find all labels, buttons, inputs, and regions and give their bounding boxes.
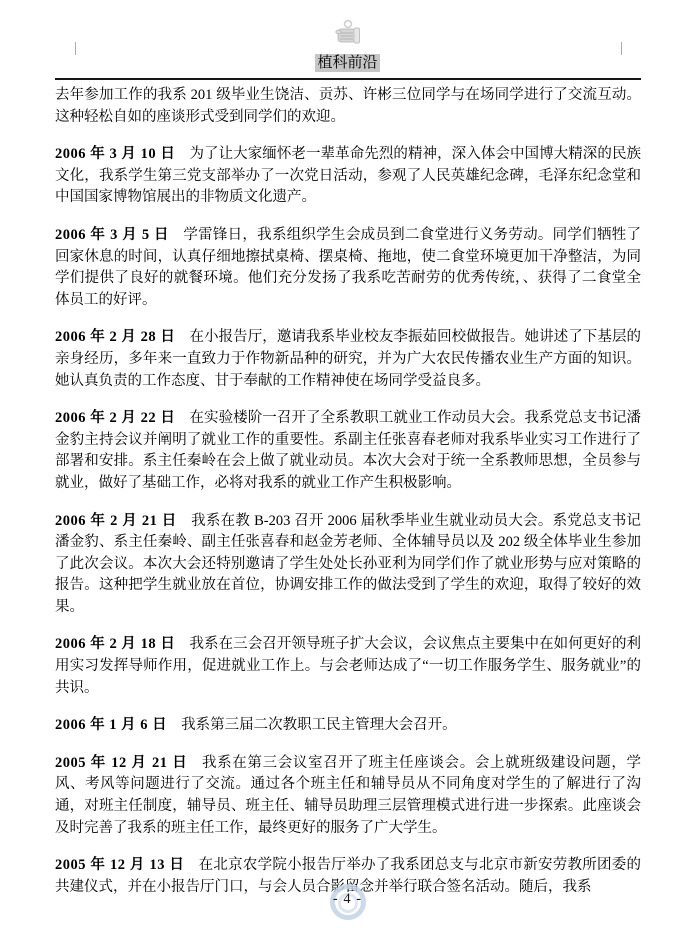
entry-date: 2005 年 12 月 13 日	[55, 857, 185, 874]
news-entry	[55, 408, 641, 494]
entry-text: 为了让大家缅怀老一辈革命先烈的精神，深入体会中国博大精深的民族文化，我系学生第三党支部举办了一次党日活动，参观了人民英雄纪念碑，毛泽东纪念堂和中国国家博物馆展出的非物质文化遗产。	[55, 146, 642, 206]
entry-text: 我系在三会召开领导班子扩大会议，会议焦点主要集中在如何更好的利用实习发挥导师作用，促进就业工作上。与会老师达成了“一切工作服务学生、服务就业”的共识。	[55, 636, 642, 696]
document-body	[0, 80, 695, 898]
entry-text: 在实验楼阶一召开了全系教职工就业工作动员大会。我系党总支书记潘金豹主持会议并阐明了就业工作的重要性。系副主任张喜春老师对我系毕业实习工作进行了部署和安排。系主任秦岭在会上做了就业动员。本次大会对于统一全系教师思想，全员参与就业，做好了基础工作，必将对我系的就业工作产生积极影响。	[55, 410, 642, 491]
header-rule	[55, 78, 641, 80]
entry-text: 我系在教 B-203 召开 2006 届秋季毕业生就业动员大会。系党总支书记潘金豹、系主任秦岭、副主任张喜春和赵金芳老师、全体辅导员以及 202 级全体毕业生参加了此次会议。本次大会还特别邀请了学生处处长孙亚利为同学们作了就业形势与应对策略的报告。这种把学生就业放在首位，协调安排工作的做法受到了学生的欢迎，取得了较好的效果。	[55, 512, 642, 615]
entry-text: 在北京农学院小报告厅举办了我系团总支与北京市新安劳教所团委的共建仪式，并在小报告厅门口，与会人员合影留念并举行联合签名活动。随后，我系	[55, 857, 642, 895]
page-header	[0, 0, 695, 80]
news-entry	[55, 634, 641, 699]
entry-date: 2006 年 2 月 18 日	[55, 636, 176, 653]
entry-text: 我系第三届二次教职工民主管理大会召开。	[181, 717, 457, 734]
page-footer	[0, 882, 695, 930]
entry-date: 2006 年 2 月 28 日	[55, 329, 176, 346]
entry-text: 学雷锋日，我系组织学生会成员到二食堂进行义务劳动。同学们牺牲了回家休息的时间，认真仔细地擦拭桌椅、摆桌椅、拖地，使二食堂环境更加干净整洁，为同学们提供了良好的就餐环境。他们充分发扬了我系吃苦耐劳的优秀传统，、获得了二食堂全体员工的好评。	[55, 226, 642, 308]
news-entry	[55, 327, 641, 392]
entry-date: 2006 年 1 月 6 日	[55, 717, 168, 734]
entry-date: 2006 年 3 月 5 日	[55, 226, 170, 243]
news-entry	[55, 511, 641, 619]
news-entry	[55, 144, 641, 209]
hand-stamp-icon	[331, 25, 365, 42]
entry-date: 2006 年 2 月 22 日	[55, 410, 176, 427]
entry-text: 我系在第三会议室召开了班主任座谈会。会上就班级建设问题，学风、考风等问题进行了交流。通过各个班主任和辅导员从不同角度对学生的了解进行了沟通，对班主任制度，辅导员、班主任、辅导员助理三层管理模式进行进一步探索。此座谈会及时完善了我系的班主任工作，最终更好的服务了广大学生。	[55, 754, 642, 836]
page-number: - 4 -	[332, 891, 363, 907]
entry-text: 在小报告厅，邀请我系毕业校友李振茹回校做报告。她讲述了下基层的亲身经历，多年来一直致力于作物新品种的研究，并为广大农民传播农业生产方面的知识。她认真负责的工作态度、甘于奉献的工作精神使在场同学受益良多。	[55, 329, 642, 389]
entry-date: 2006 年 3 月 10 日	[55, 146, 176, 163]
news-entry	[55, 715, 641, 737]
page-title	[0, 53, 695, 73]
page-title-text: 植科前沿	[317, 55, 378, 71]
news-entry	[55, 753, 641, 839]
margin-mark-left	[75, 42, 76, 55]
header-icon-wrap	[0, 16, 695, 52]
intro-paragraph: 去年参加工作的我系 201 级毕业生饶洁、贡苏、许彬三位同学与在场同学进行了交流互动。这种轻松自如的座谈形式受到同学们的欢迎。	[55, 87, 641, 125]
news-entry	[55, 225, 641, 311]
entry-date: 2005 年 12 月 21 日	[55, 754, 188, 771]
margin-mark-right	[621, 42, 622, 55]
entry-date: 2006 年 2 月 21 日	[55, 512, 178, 529]
